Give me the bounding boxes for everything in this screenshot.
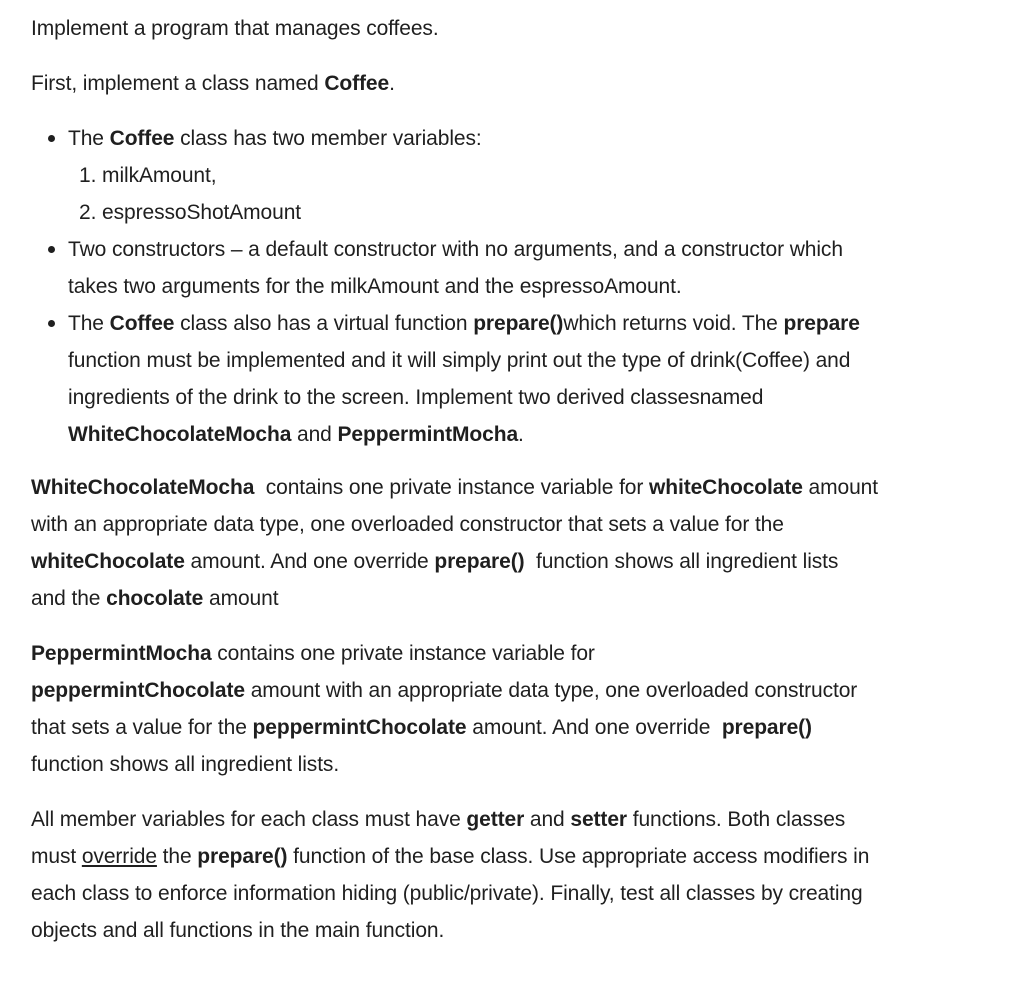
prepare-function-name: prepare() [197,845,288,868]
bullet-text: class has two member variables: [174,127,482,150]
list-item: 2. espressoShotAmount [79,201,302,224]
paragraph-text: amount. And one override [466,716,722,739]
paragraph-text: amount [802,476,878,499]
white-chocolate-mocha-name: WhiteChocolateMocha [31,476,255,499]
white-chocolate-term: whiteChocolate [649,476,803,499]
paragraph-text: functions. Both classes [626,808,846,831]
bullet-text: and [291,423,338,446]
paragraph-text: function shows all ingredient lists. [31,753,340,776]
chocolate-term: chocolate [106,587,204,610]
bullet-text: . [518,423,524,446]
peppermint-chocolate-term: peppermintChocolate [252,716,467,739]
peppermint-mocha-paragraph [31,635,1011,783]
paragraph-text: contains one private instance variable for [254,476,650,499]
peppermint-mocha-name: PeppermintMocha [31,642,212,665]
white-chocolate-mocha-name: WhiteChocolateMocha [68,423,292,446]
paragraph-text: objects and all functions in the main function. [31,919,445,942]
bullet-text: which returns void. The [563,312,784,335]
paragraph-text: that sets a value for the [31,716,253,739]
intro-paragraph [31,10,1011,47]
paragraph-text: function of the base class. Use appropriate access modifiers in [287,845,870,868]
paragraph-text: and [524,808,571,831]
white-chocolate-mocha-paragraph [31,469,1011,617]
bullet-text: Two constructors – a default constructor with no arguments, and a constructor which [68,238,843,261]
bullet-text: ingredients of the drink to the screen. Implement two derived classesnamed [68,386,764,409]
paragraph-text: each class to enforce information hiding (public/private). Finally, test all classes by creating [31,882,863,905]
requirements-list [31,120,1011,453]
prepare-function-name: prepare() [721,716,812,739]
paragraph-text: must [31,845,82,868]
bullet-text: The [68,127,110,150]
bullet-text: class also has a virtual function [174,312,474,335]
member-variables-list [68,157,1011,231]
paragraph-text: amount. And one override [184,550,435,573]
bullet-text: takes two arguments for the milkAmount and the espressoAmount. [68,275,682,298]
paragraph-text: contains one private instance variable for [211,642,595,665]
prepare-function-name: prepare() [473,312,564,335]
list-item: 1. milkAmount, [79,164,217,187]
paragraph-text: the [156,845,198,868]
paragraph-text: and the [31,587,107,610]
first-paragraph [31,65,1011,102]
paragraph-text: with an appropriate data type, one overloaded constructor that sets a value for the [31,513,784,536]
white-chocolate-term: whiteChocolate [31,550,185,573]
setter-term: setter [570,808,627,831]
peppermint-chocolate-term: peppermintChocolate [31,679,245,702]
list-item [68,231,1011,305]
prepare-function-name: prepare() [434,550,525,573]
first-suffix: . [389,72,395,95]
list-item [68,305,1011,453]
peppermint-mocha-name: PeppermintMocha [337,423,519,446]
paragraph-text: function shows all ingredient lists [524,550,839,573]
bullet-text: function must be implemented and it will simply print out the type of drink(Coffee) and [68,349,851,372]
paragraph-text: amount [203,587,279,610]
final-requirements-paragraph [31,801,1011,949]
coffee-class-name: Coffee [109,312,175,335]
coffee-class-name: Coffee [109,127,175,150]
first-text: First, implement a class named [31,72,325,95]
intro-text: Implement a program that manages coffees. [31,17,439,40]
prepare-function-name: prepare [783,312,860,335]
list-item [68,120,1011,231]
paragraph-text: amount with an appropriate data type, one overloaded constructor [244,679,858,702]
getter-term: getter [466,808,525,831]
paragraph-text: All member variables for each class must have [31,808,467,831]
assignment-document [31,10,1011,949]
coffee-class-name: Coffee [324,72,390,95]
override-term: override [81,845,157,868]
bullet-text: The [68,312,110,335]
